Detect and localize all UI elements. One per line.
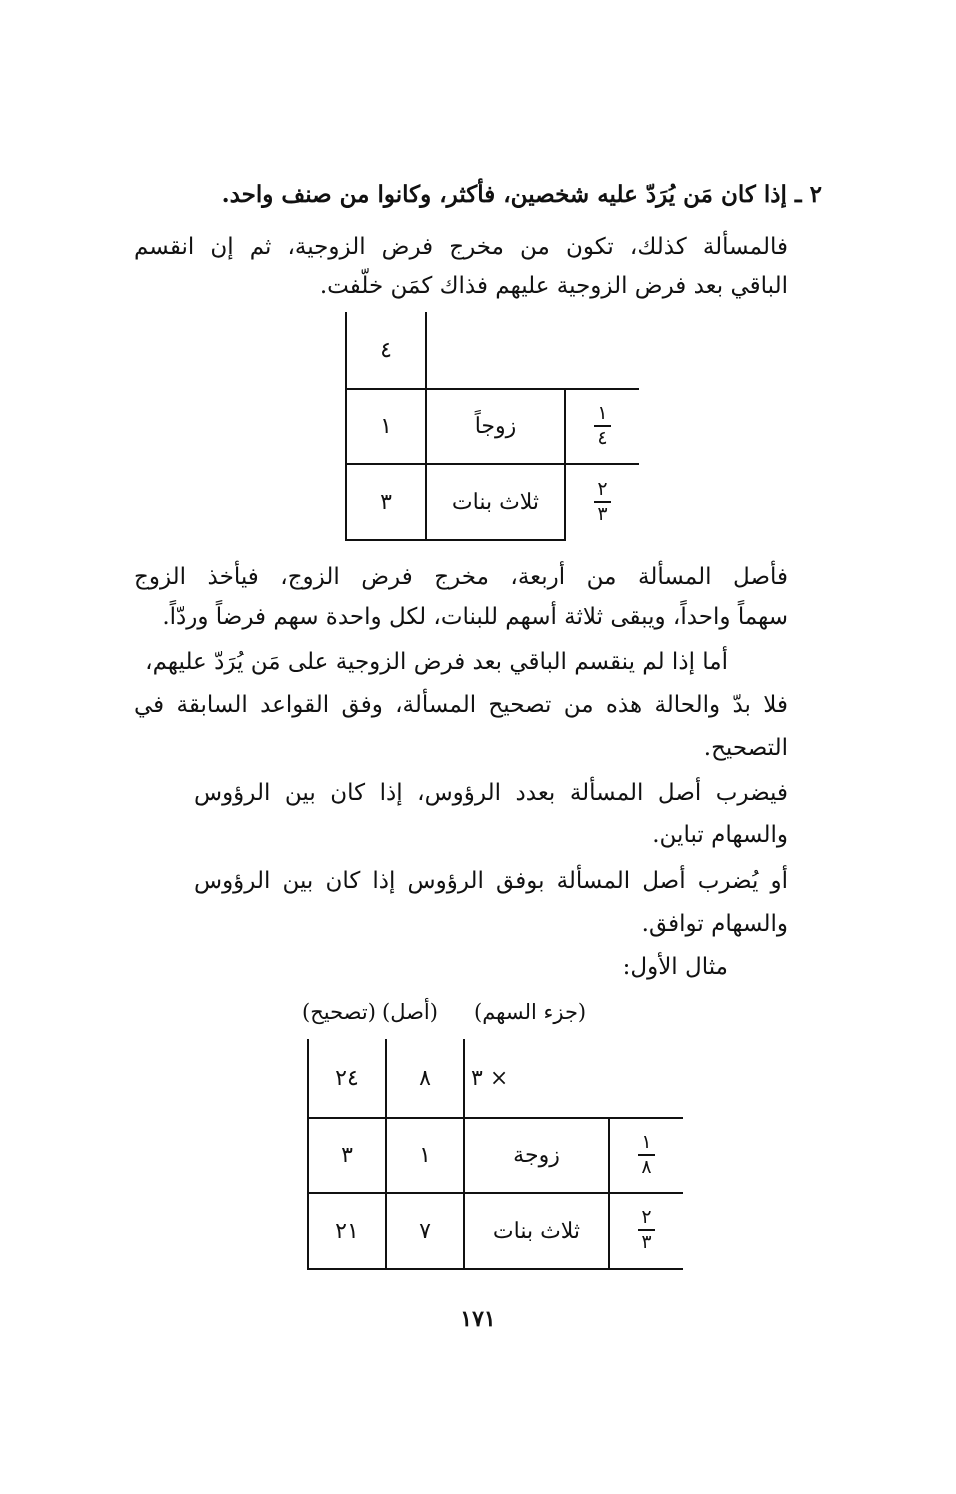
asl-cell: ١ xyxy=(386,1118,464,1193)
col-header-asl: (أصل) xyxy=(382,1000,438,1024)
col-header-part: (جزء السهم) xyxy=(474,1000,587,1024)
paragraph-line: أو يُضرب أصل المسألة بوفق الرؤوس إذا كان بين الرؤوس xyxy=(194,868,788,894)
paragraph-line: فيضرب أصل المسألة بعدد الرؤوس، إذا كان بين الرؤوس xyxy=(194,780,788,806)
share-cell: ٣ xyxy=(346,464,426,540)
asl-cell: ٧ xyxy=(386,1193,464,1269)
paragraph-line: فلا بدّ والحالة هذه من تصحيح المسألة، وفق القواعد السابقة في xyxy=(134,692,788,718)
tashih-cell: ٣ xyxy=(308,1118,386,1193)
paragraph-line: فالمسألة كذلك، تكون من مخرج فرض الزوجية، ثم إن انقسم xyxy=(134,234,788,260)
multiplier-cell: ٣ × xyxy=(464,1039,609,1118)
heir-cell: زوجة xyxy=(464,1118,609,1193)
paragraph-line: والسهام تباين. xyxy=(652,822,788,848)
tashih-cell: ٢٤ xyxy=(308,1039,386,1118)
section-heading: ٢ ـ إذا كان مَن يُرَدّ عليه شخصين، فأكثر، وكانوا من صنف واحد. xyxy=(221,181,822,208)
tashih-cell: ٢١ xyxy=(308,1193,386,1269)
fraction-cell xyxy=(565,464,639,540)
paragraph-line: الباقي بعد فرض الزوجية عليهم فذاك كمَن خلّفت. xyxy=(319,273,788,299)
inheritance-table-2 xyxy=(307,1039,683,1270)
heir-cell: ثلاث بنات xyxy=(464,1193,609,1269)
paragraph-line: والسهام توافق. xyxy=(641,911,788,937)
table-empty-cell xyxy=(426,312,565,389)
asl-cell: ٨ xyxy=(386,1039,464,1118)
fraction: $\frac{٢}{٣}$ xyxy=(594,480,610,524)
table-empty-cell xyxy=(565,312,639,389)
table-total-cell: ٤ xyxy=(346,312,426,389)
fraction: $\frac{٢}{٣}$ xyxy=(638,1208,654,1252)
fraction-cell xyxy=(609,1193,683,1269)
paragraph-line: أما إذا لم ينقسم الباقي بعد فرض الزوجية على مَن يُرَدّ عليهم، xyxy=(145,649,728,675)
page-number: ١٧١ xyxy=(460,1306,496,1332)
fraction: $\frac{١}{٨}$ xyxy=(638,1133,654,1177)
heir-cell: ثلاث بنات xyxy=(426,464,565,540)
paragraph-line: التصحيح. xyxy=(703,735,788,761)
heir-cell: زوجاً xyxy=(426,389,565,464)
fraction: $\frac{١}{٤}$ xyxy=(594,404,610,448)
paragraph-line: سهماً واحداً، ويبقى ثلاثة أسهم للبنات، لكل واحدة سهم فرضاً وردّاً. xyxy=(162,604,788,630)
table-empty-cell xyxy=(609,1039,683,1118)
col-header-tashih: (تصحيح) xyxy=(302,1000,376,1024)
inheritance-table-1 xyxy=(345,312,639,541)
fraction-cell xyxy=(609,1118,683,1193)
example-label: مثال الأول: xyxy=(622,954,728,980)
paragraph-line: فأصل المسألة من أربعة، مخرج فرض الزوج، فيأخذ الزوج xyxy=(134,564,788,590)
share-cell: ١ xyxy=(346,389,426,464)
fraction-cell xyxy=(565,389,639,464)
